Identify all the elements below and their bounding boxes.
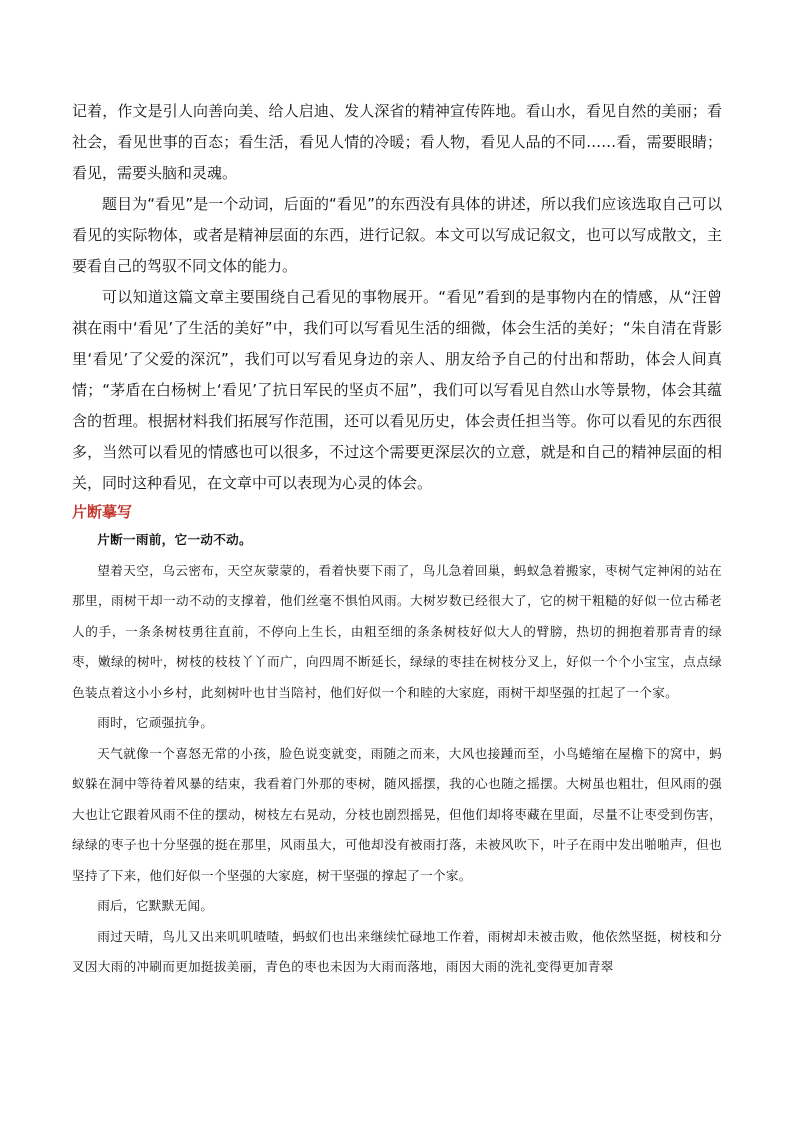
- essay-paragraph-1: 望着天空，乌云密布，天空灰蒙蒙的，看着快要下雨了，鸟儿急着回巢，蚂蚁急着搬家，枣树气定神闲的站在那里，雨树干却一动不动的支撑着，他们丝毫不惧怕风雨。大树岁数已经很大了，它的树干粗糙的好似一位古稀老人的手，一条条树枝勇往直前，不停向上生长，由粗至细的条条树枝好似大人的臂膀，热切的拥抱着那青青的绿枣，嫩绿的树叶，树枝的枝枝丫丫而广，向四周不断延长，绿绿的枣挂在树枝分叉上，好似一个个小宝宝，点点绿色装点着这小小乡村，此刻树叶也甘当陪衬，他们好似一个和睦的大家庭，雨树干却坚强的扛起了一个家。: [72, 562, 722, 700]
- essay-heading-3: 雨后，它默默无闻。: [97, 898, 214, 913]
- guide-paragraph-1: 记着，作文是引人向善向美、给人启迪、发人深省的精神宣传阵地。看山水，看见自然的美丽；看社会，看见世事的百态；看生活，看见人情的冷暖；看人物，看见人品的不同……看，需要眼睛；看见，需要头脑和灵魂。: [72, 102, 722, 182]
- guide-paragraph-2: 题目为“看见”是一个动词，后面的“看见”的东西没有具体的讲述，所以我们应该选取自己可以看见的实际物体，或者是精神层面的东西，进行记叙。本文可以写成记叙文，也可以写成散文，主要看自己的驾驭不同文体的能力。: [72, 195, 722, 275]
- guide-paragraph-3: 可以知道这篇文章主要围绕自己看见的事物展开。“看见”看到的是事物内在的情感，从“汪曾祺在雨中‘看见’了生活的美好”中，我们可以写看见生活的细微，体会生活的美好；“朱自清在背影里‘看见’了父爱的深沉”，我们可以写看见身边的亲人、朋友给予自己的付出和帮助，体会人间真情；“茅盾在白杨树上‘看见’了抗日军民的坚贞不屈”，我们可以写看见自然山水等景物，体会其蕴含的哲理。根据材料我们拓展写作范围，还可以看见历史，体会责任担当等。你可以看见的东西很多，当然可以看见的情感也可以很多，不过这个需要更深层次的立意，就是和自己的精神层面的相关，同时这种看见，在文章中可以表现为心灵的体会。: [72, 288, 722, 492]
- essay-paragraph-2: 天气就像一个喜怒无常的小孩，脸色说变就变，雨随之而来，大风也接踵而至，小鸟蜷缩在屋檐下的窝中，蚂蚁躲在洞中等待着风暴的结束，我看着门外那的枣树，随风摇摆，我的心也随之摇摆。大树虽也粗壮，但风雨的强大也让它跟着风雨不住的摆动，树枝左右晃动，分枝也剧烈摇晃，但他们却将枣藏在里面，尽量不让枣受到伤害，绿绿的枣子也十分坚强的挺在那里，风雨虽大，可他却没有被雨打落，未被风吹下，叶子在雨中发出啪啪声，但也坚持了下来，他们好似一个坚强的大家庭，树干坚强的撑起了一个家。: [72, 745, 722, 883]
- essay-heading-1: 片断一雨前，它一动不动。: [97, 532, 252, 547]
- essay-paragraph-3: 雨过天晴，鸟儿又出来叽叽喳喳，蚂蚁们也出来继续忙碌地工作着，雨树却未被击败，他依然坚挺，树枝和分叉因大雨的冲刷而更加挺拔美丽，青色的枣也未因为大雨而落地，雨因大雨的洗礼变得更加青翠: [72, 928, 722, 974]
- section-title: 片断摹写: [72, 503, 133, 521]
- essay-heading-2: 雨时，它顽强抗争。: [97, 715, 214, 730]
